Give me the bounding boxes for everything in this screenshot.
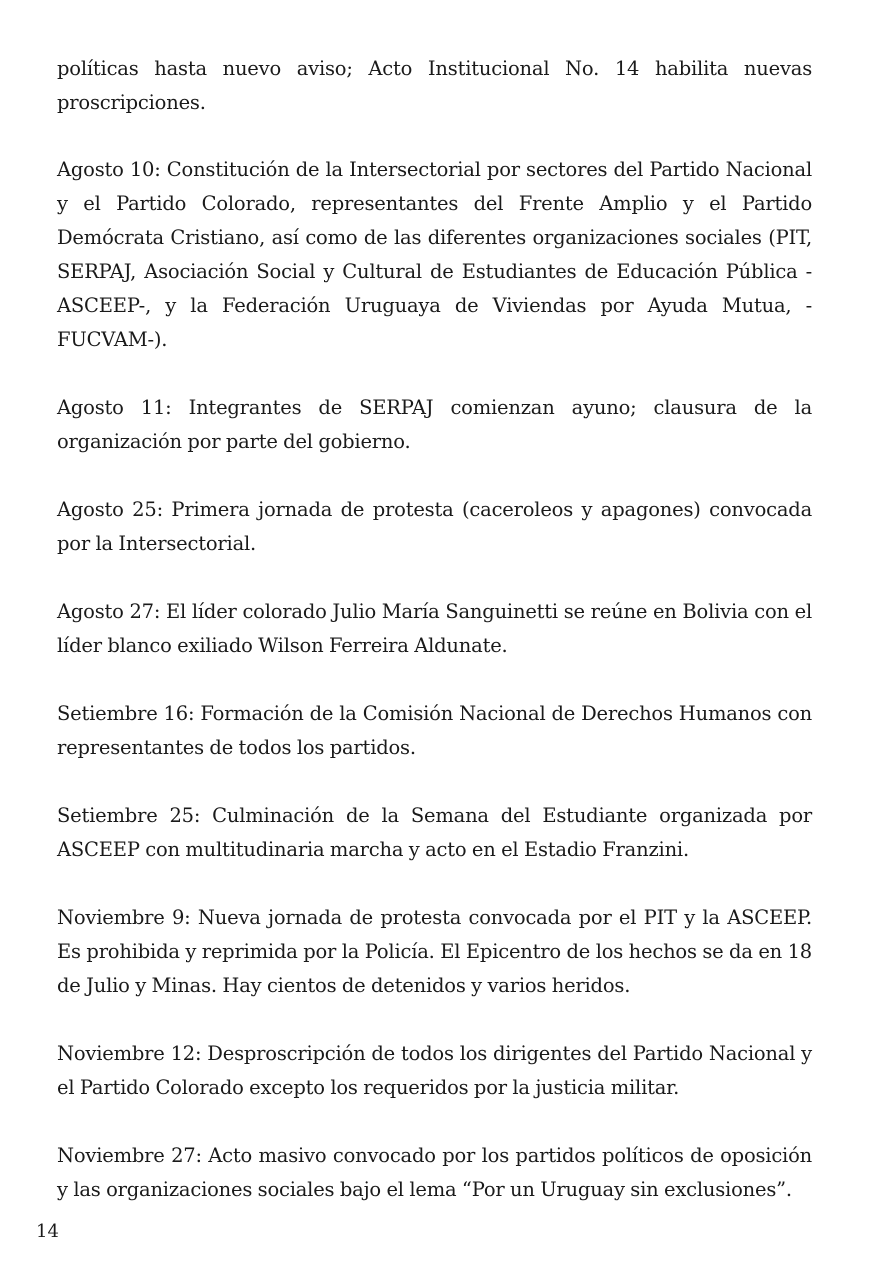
paragraph-setiembre-16: Setiembre 16: Formación de la Comisión Nacional de Derechos Humanos con representantes de todos los partidos. <box>57 702 812 759</box>
paragraph-continuation: políticas hasta nuevo aviso; Acto Institucional No. 14 habilita nuevas proscripciones. <box>57 57 812 114</box>
paragraph-noviembre-9: Noviembre 9: Nueva jornada de protesta convocada por el PIT y la ASCEEP. Es prohibida y reprimida por la Policía. El Epicentro de los hechos se da en 18 de Julio y Minas. Hay cientos de detenidos y varios heridos. <box>57 906 812 997</box>
paragraph-agosto-27: Agosto 27: El líder colorado Julio María Sanguinetti se reúne en Bolivia con el líder blanco exiliado Wilson Ferreira Aldunate. <box>57 600 812 657</box>
paragraph-setiembre-25: Setiembre 25: Culminación de la Semana del Estudiante organizada por ASCEEP con multitudinaria marcha y acto en el Estadio Franzini. <box>57 804 812 861</box>
paragraph-agosto-11: Agosto 11: Integrantes de SERPAJ comienzan ayuno; clausura de la organización por parte del gobierno. <box>57 396 812 453</box>
paragraph-agosto-25: Agosto 25: Primera jornada de protesta (caceroleos y apagones) convocada por la Intersectorial. <box>57 498 812 555</box>
paragraph-agosto-10: Agosto 10: Constitución de la Intersectorial por sectores del Partido Nacional y el Partido Colorado, representantes del Frente Amplio y el Partido Demócrata Cristiano, así como de las diferentes organizaciones sociales (PIT, SERPAJ, Asociación Social y Cultural de Estudiantes de Educación Pública -ASCEEP-, y la Federación Uruguaya de Viviendas por Ayuda Mutua, -FUCVAM-). <box>57 158 812 351</box>
paragraph-noviembre-12: Noviembre 12: Desproscripción de todos los dirigentes del Partido Nacional y el Partido Colorado excepto los requeridos por la justicia militar. <box>57 1042 812 1099</box>
document-page-body <box>57 52 812 1241</box>
paragraph-noviembre-27: Noviembre 27: Acto masivo convocado por los partidos políticos de oposición y las organizaciones sociales bajo el lema “Por un Uruguay sin exclusiones”. <box>57 1144 812 1201</box>
page-number: 14 <box>36 1221 59 1242</box>
